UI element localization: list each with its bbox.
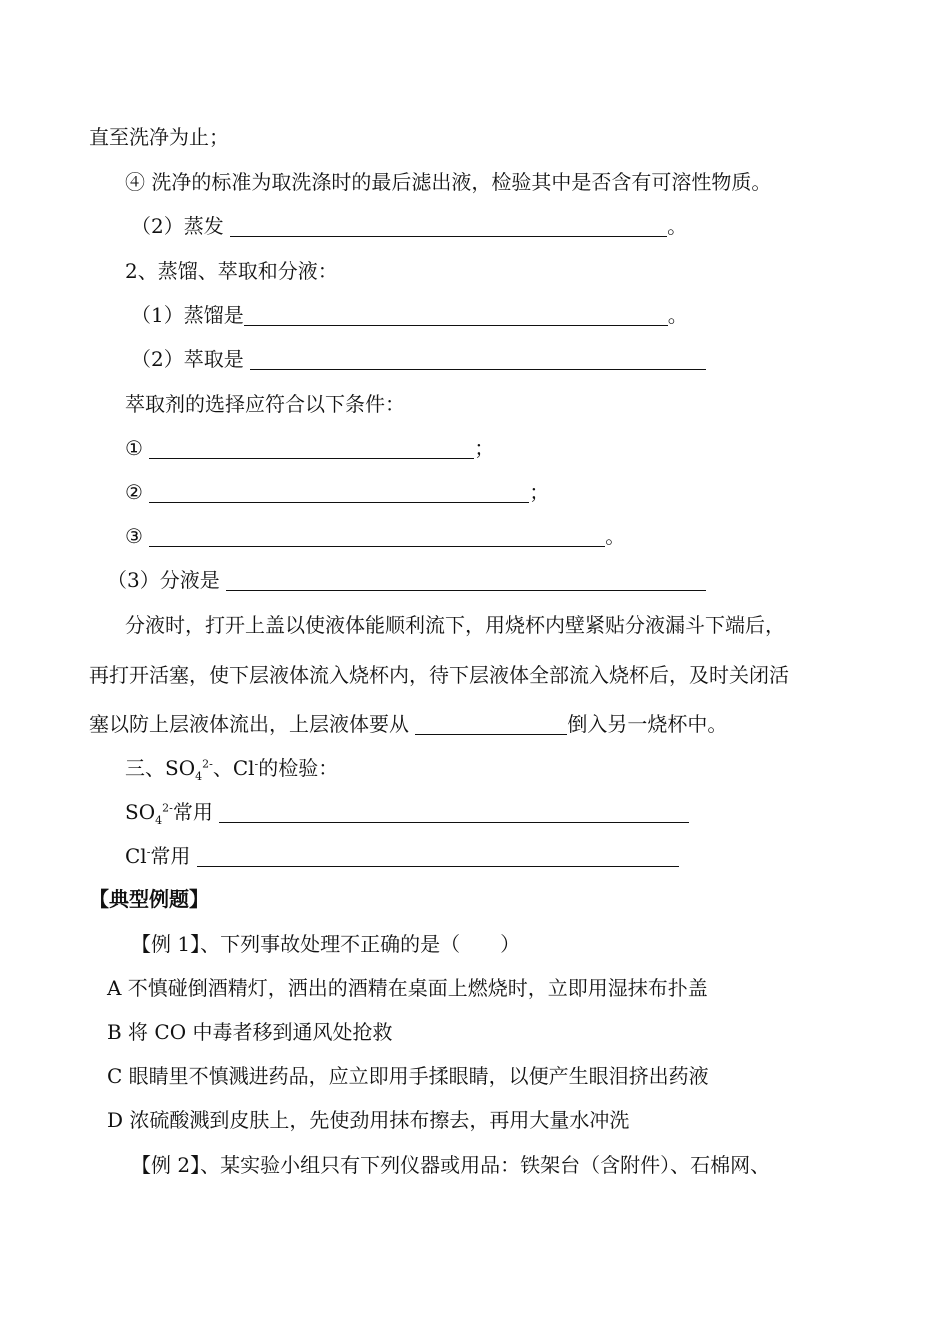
answer-blank[interactable] bbox=[149, 482, 529, 503]
answer-blank[interactable] bbox=[149, 526, 605, 547]
text-line: 直至洗净为止； bbox=[89, 125, 229, 149]
text-line: 萃取剂的选择应符合以下条件： bbox=[125, 392, 405, 416]
answer-blank[interactable] bbox=[219, 802, 689, 823]
heading-text: 、Cl bbox=[212, 756, 255, 780]
text-line: 再打开活塞，使下层液体流入烧杯内，待下层液体全部流入烧杯后，及时关闭活 bbox=[89, 663, 789, 687]
answer-blank[interactable] bbox=[230, 216, 667, 237]
superscript: - bbox=[146, 845, 151, 859]
answer-blank[interactable] bbox=[149, 438, 474, 459]
line-label: （1）蒸馏是 bbox=[131, 303, 244, 327]
question-line bbox=[125, 843, 679, 869]
line-label: （3）分液是 bbox=[107, 568, 227, 592]
option-a: A 不慎碰倒酒精灯，洒出的酒精在桌面上燃烧时，立即用湿抹布扑盖 bbox=[107, 976, 708, 1000]
line-label: ③ bbox=[125, 524, 150, 548]
superscript: 2- bbox=[162, 801, 173, 815]
subscript: 4 bbox=[155, 814, 163, 827]
superscript: - bbox=[254, 757, 259, 771]
heading-text: 的检验： bbox=[258, 756, 339, 780]
question-line bbox=[131, 302, 688, 328]
line-label: （2）萃取是 bbox=[131, 347, 251, 371]
subscript: 4 bbox=[195, 770, 203, 783]
line-label: （2）蒸发 bbox=[131, 214, 231, 238]
condition-line bbox=[125, 479, 549, 505]
option-c: C 眼睛里不慎溅进药品，应立即用手揉眼睛，以便产生眼泪挤出药液 bbox=[107, 1064, 709, 1088]
superscript: 2- bbox=[202, 757, 213, 771]
line-label: Cl bbox=[125, 844, 147, 868]
question-line bbox=[107, 567, 706, 593]
line-end: ； bbox=[529, 480, 550, 504]
example-question: 【例 1】、下列事故处理不正确的是（ ） bbox=[131, 932, 521, 956]
section-heading bbox=[125, 755, 338, 781]
condition-line bbox=[125, 523, 625, 549]
line-label: ① bbox=[125, 436, 150, 460]
line-label: ② bbox=[125, 480, 150, 504]
section-heading: 2、蒸馏、萃取和分液： bbox=[125, 259, 338, 283]
line-end: 倒入另一烧杯中。 bbox=[567, 712, 728, 736]
line-end: ； bbox=[474, 436, 495, 460]
question-line bbox=[131, 346, 706, 372]
text-line: ④ 洗净的标准为取洗涤时的最后滤出液，检验其中是否含有可溶性物质。 bbox=[125, 170, 772, 194]
line-end: 。 bbox=[667, 303, 688, 327]
text-line: 分液时，打开上盖以使液体能顺利流下，用烧杯内壁紧贴分液漏斗下端后， bbox=[125, 613, 785, 637]
line-label: 常用 bbox=[150, 844, 197, 868]
answer-blank[interactable] bbox=[415, 714, 567, 735]
answer-blank[interactable] bbox=[250, 349, 706, 370]
condition-line bbox=[125, 435, 494, 461]
section-heading: 【典型例题】 bbox=[89, 887, 209, 911]
example-question: 【例 2】、某实验小组只有下列仪器或用品：铁架台（含附件）、石棉网、 bbox=[131, 1153, 771, 1177]
line-label: 塞以防上层液体流出，上层液体要从 bbox=[89, 712, 416, 736]
question-line bbox=[125, 799, 689, 825]
option-b: B 将 CO 中毒者移到通风处抢救 bbox=[107, 1020, 393, 1044]
option-d: D 浓硫酸溅到皮肤上，先使劲用抹布擦去，再用大量水冲洗 bbox=[107, 1108, 630, 1132]
line-end: 。 bbox=[605, 524, 626, 548]
line-label: 常用 bbox=[172, 800, 220, 824]
line-end: 。 bbox=[667, 214, 688, 238]
answer-blank[interactable] bbox=[226, 570, 706, 591]
answer-blank[interactable] bbox=[244, 305, 668, 326]
answer-blank[interactable] bbox=[197, 846, 679, 867]
question-line bbox=[89, 711, 727, 737]
heading-text: 三、SO bbox=[125, 756, 196, 780]
question-line bbox=[131, 213, 687, 239]
line-label: SO bbox=[125, 800, 156, 824]
